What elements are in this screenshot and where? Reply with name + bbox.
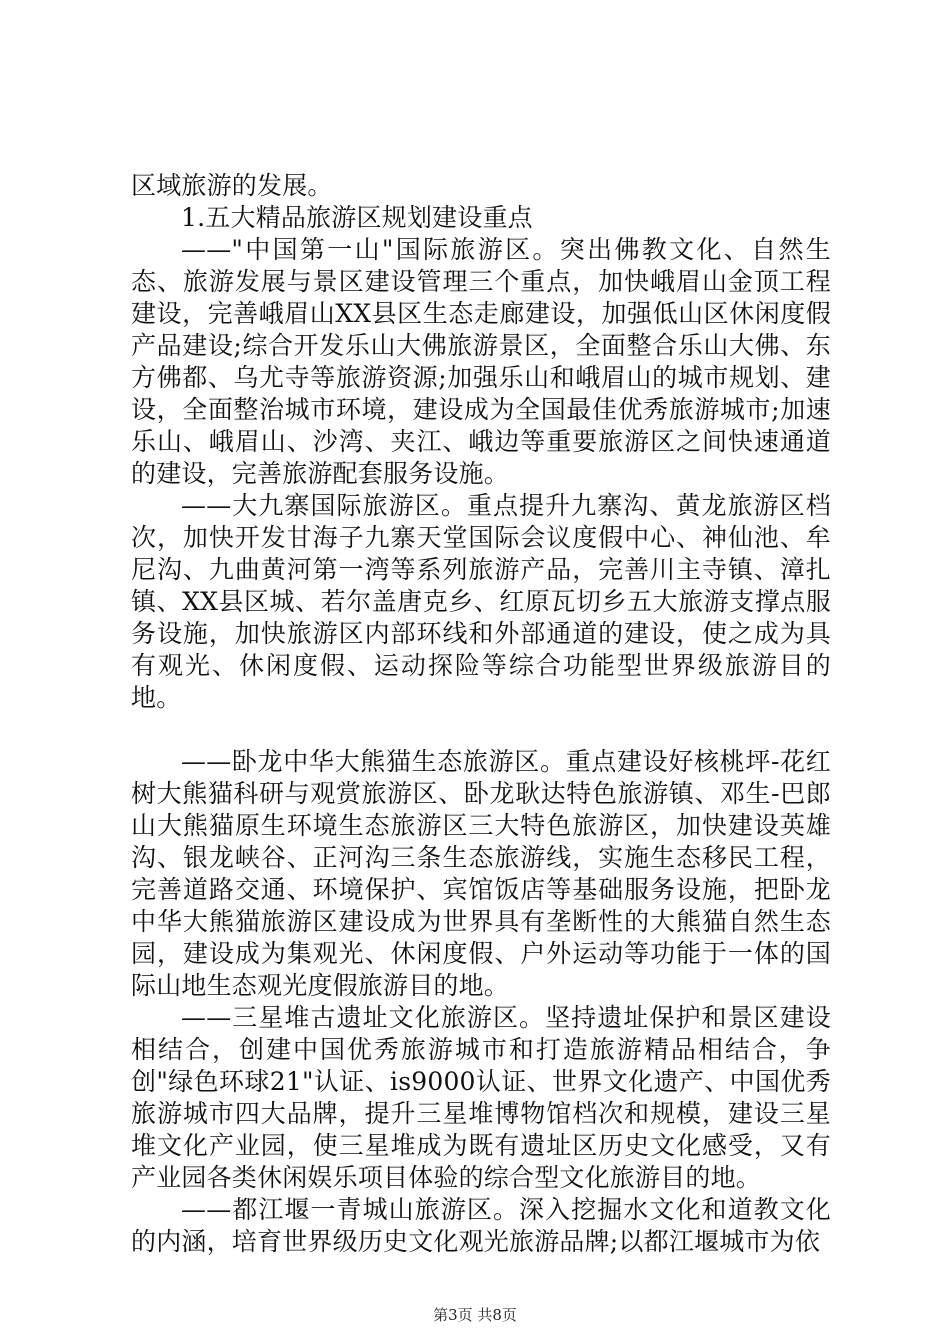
document-body	[131, 170, 831, 1258]
paragraph-emeishan: ——"中国第一山"国际旅游区。突出佛教文化、自然生态、旅游发展与景区建设管理三个重点，加快峨眉山金顶工程建设，完善峨眉山XX县区生态走廊建设，加强低山区休闲度假产品建设;综合开发乐山大佛旅游景区，全面整合乐山大佛、东方佛都、乌尤寺等旅游资源;加强乐山和峨眉山的城市规划、建设，全面整治城市环境，建设成为全国最佳优秀旅游城市;加速乐山、峨眉山、沙湾、夹江、峨边等重要旅游区之间快速通道的建设，完善旅游配套服务设施。	[131, 235, 831, 488]
paragraph-wolong: ——卧龙中华大熊猫生态旅游区。重点建设好核桃坪-花红树大熊猫科研与观赏旅游区、卧龙耿达特色旅游镇、邓生-巴郎山大熊猫原生环境生态旅游区三大特色旅游区，加快建设英雄沟、银龙峡谷、正河沟三条生态旅游线，实施生态移民工程，完善道路交通、环境保护、宾馆饭店等基础服务设施，把卧龙中华大熊猫旅游区建设成为世界具有垄断性的大熊猫自然生态园，建设成为集观光、休闲度假、户外运动等功能于一体的国际山地生态观光度假旅游目的地。	[131, 747, 831, 1000]
paragraph-sanxingdui: ——三星堆古遗址文化旅游区。坚持遗址保护和景区建设相结合，创建中国优秀旅游城市和打造旅游精品相结合，争创"绿色环球21"认证、is9000认证、世界文化遗产、中国优秀旅游城市四大品牌，提升三星堆博物馆档次和规模，建设三星堆文化产业园，使三星堆成为既有遗址区历史文化感受，又有产业园各类休闲娱乐项目体验的综合型文化旅游目的地。	[131, 1003, 831, 1192]
paragraph-jiuzhai: ——大九寨国际旅游区。重点提升九寨沟、黄龙旅游区档次，加快开发甘海子九寨天堂国际会议度假中心、神仙池、牟尼沟、九曲黄河第一湾等系列旅游产品，完善川主寺镇、漳扎镇、XX县区城、若尔盖唐克乡、红原瓦切乡五大旅游支撑点服务设施，加快旅游区内部环线和外部通道的建设，使之成为具有观光、休闲度假、运动探险等综合功能型世界级旅游目的地。	[131, 491, 831, 712]
paragraph-dujiangyan: ——都江堰一青城山旅游区。深入挖掘水文化和道教文化的内涵，培育世界级历史文化观光旅游品牌;以都江堰城市为依	[131, 1195, 831, 1256]
page-footer: 第3页 共8页	[433, 1306, 517, 1324]
paragraph-continuation: 区域旅游的发展。	[131, 171, 333, 200]
section-heading: 1.五大精品旅游区规划建设重点	[181, 203, 533, 232]
